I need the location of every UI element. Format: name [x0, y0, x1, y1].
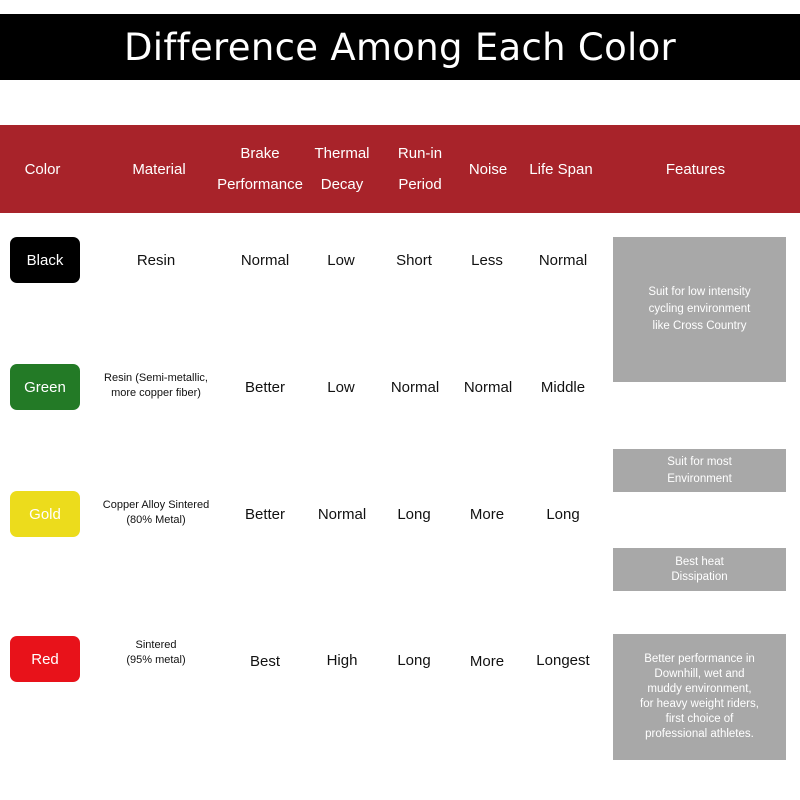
lifespan-cell: Middle — [540, 378, 586, 396]
color-swatch-gold: Gold — [10, 491, 80, 537]
material-cell: Resin (Semi-metallic, more copper fiber) — [104, 372, 208, 399]
material-cell: Copper Alloy Sintered (80% Metal) — [102, 499, 210, 526]
noise-cell: Less — [471, 251, 503, 269]
color-swatch-black: Black — [10, 237, 80, 283]
feature-box-most-environment: Suit for most Environment — [613, 449, 786, 492]
brake-cell: Better — [244, 378, 286, 396]
noise-cell: More — [469, 652, 505, 670]
feature-box-downhill: Better performance in Downhill, wet and muddy environment, for heavy weight riders, first choice of professional athletes. — [613, 634, 786, 760]
brake-cell: Best — [249, 652, 280, 670]
runin-cell: Normal — [390, 378, 440, 396]
runin-cell: Long — [397, 651, 431, 669]
lifespan-cell: Normal — [538, 251, 588, 269]
header-material: Material — [132, 160, 186, 178]
title-bar — [0, 14, 800, 80]
thermal-cell: Normal — [317, 505, 367, 523]
header-thermal-decay: Thermal Decay — [314, 145, 370, 193]
header-brake-performance: Brake Performance — [217, 145, 303, 193]
thermal-cell: Low — [327, 378, 355, 396]
feature-box-heat-dissipation: Best heat Dissipation — [613, 548, 786, 591]
runin-cell: Short — [396, 251, 432, 269]
header-life-span: Life Span — [529, 160, 593, 178]
brake-cell: Better — [244, 505, 286, 523]
lifespan-cell: Long — [546, 505, 580, 523]
material-cell: Resin — [136, 251, 176, 269]
noise-cell: Normal — [463, 378, 513, 396]
feature-box-low-intensity: Suit for low intensity cycling environment like Cross Country — [613, 237, 786, 382]
material-cell: Sintered (95% metal) — [126, 639, 186, 666]
header-run-in-period: Run-in Period — [397, 145, 443, 193]
header-features: Features — [665, 160, 726, 178]
page-title: Difference Among Each Color — [123, 25, 677, 69]
color-swatch-red: Red — [10, 636, 80, 682]
thermal-cell: High — [326, 651, 358, 669]
runin-cell: Long — [397, 505, 431, 523]
lifespan-cell: Longest — [536, 651, 590, 669]
thermal-cell: Low — [327, 251, 355, 269]
color-swatch-green: Green — [10, 364, 80, 410]
header-noise: Noise — [468, 160, 508, 178]
noise-cell: More — [469, 505, 505, 523]
brake-cell: Normal — [240, 251, 290, 269]
header-color: Color — [24, 160, 61, 178]
